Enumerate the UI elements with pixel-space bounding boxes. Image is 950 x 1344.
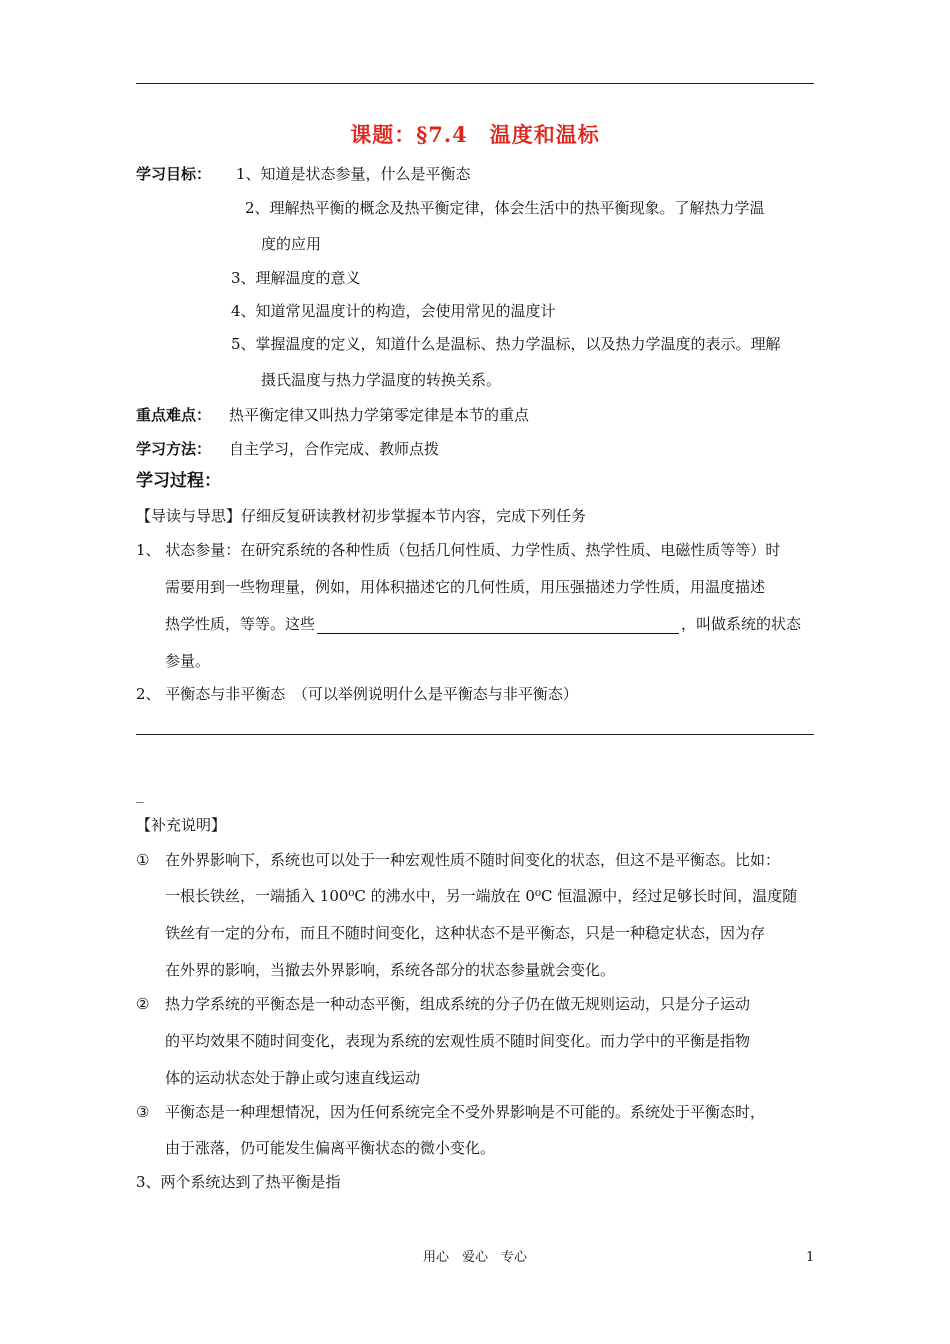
note-3-line1: 平衡态是一种理想情况，因为任何系统完全不受外界影响是不可能的。系统处于平衡态时， [165, 1103, 766, 1121]
q1-line3-start: 热学性质，等等。这些 [165, 615, 316, 633]
objective-4: 4、知道常见温度计的构造，会使用常见的温度计 [231, 302, 556, 320]
note-3-marker: ③ [136, 1103, 150, 1121]
q1-line1: 1、 状态参量：在研究系统的各种性质（包括几何性质、力学性质、热学性质、电磁性质等等）时 [136, 541, 781, 559]
note-1-line3: 铁丝有一定的分布，而且不随时间变化，这种状态不是平衡态，只是一种稳定状态，因为存 [165, 924, 766, 942]
page-title: 课题：§7.4 温度和温标 [350, 122, 600, 147]
q3-text: 3、两个系统达到了热平衡是指 [136, 1173, 341, 1191]
note-3-line2: 由于涨落，仍可能发生偏离平衡状态的微小变化。 [165, 1139, 496, 1157]
key-text: 热平衡定律又叫热力学第零定律是本节的重点 [229, 406, 530, 424]
stray-mark: _ [136, 785, 144, 803]
top-rule [136, 83, 814, 84]
key-label: 重点难点： [136, 406, 212, 424]
q2-text: 2、 平衡态与非平衡态 （可以举例说明什么是平衡态与非平衡态） [136, 685, 578, 703]
objectives-label: 学习目标： [136, 165, 212, 183]
objective-5: 5、掌握温度的定义，知道什么是温标、热力学温标，以及热力学温度的表示。理解 [231, 335, 781, 353]
page-footer: 用心 爱心 专心 [422, 1250, 527, 1265]
note-2-line3: 体的运动状态处于静止或匀速直线运动 [165, 1069, 421, 1087]
q1-line4: 参量。 [165, 652, 211, 670]
answer-blank[interactable] [317, 617, 679, 634]
objective-2: 2、理解热平衡的概念及热平衡定律，体会生活中的热平衡现象。了解热力学温 [245, 199, 765, 217]
objective-1: 1、知道是状态参量，什么是平衡态 [236, 165, 471, 183]
page-number: 1 [806, 1250, 815, 1265]
method-label: 学习方法： [136, 440, 212, 458]
objective-5-cont: 摄氏温度与热力学温度的转换关系。 [261, 371, 502, 389]
note-1-line2: 一根长铁丝，一端插入 100⁰C 的沸水中，另一端放在 0⁰C 恒温源中，经过足够长时间，温度随 [165, 887, 798, 905]
note-1-line4: 在外界的影响，当撤去外界影响，系统各部分的状态参量就会变化。 [165, 961, 616, 979]
method-text: 自主学习，合作完成、教师点拨 [229, 440, 440, 458]
objective-2-cont: 度的应用 [261, 235, 322, 253]
note-1-line1: 在外界影响下，系统也可以处于一种宏观性质不随时间变化的状态，但这不是平衡态。比如： [165, 851, 781, 869]
supplement-header: 【补充说明】 [136, 816, 227, 834]
note-2-line1: 热力学系统的平衡态是一种动态平衡，组成系统的分子仍在做无规则运动，只是分子运动 [165, 995, 751, 1013]
note-1-marker: ① [136, 851, 150, 869]
answer-line [136, 734, 814, 735]
q1-line3 [165, 614, 801, 634]
note-2-marker: ② [136, 995, 150, 1013]
q1-line3-end: ，叫做系统的状态 [681, 615, 802, 633]
q1-line2: 需要用到一些物理量，例如，用体积描述它的几何性质，用压强描述力学性质，用温度描述 [165, 578, 766, 596]
guide-text: 【导读与导思】仔细反复研读教材初步掌握本节内容，完成下列任务 [136, 507, 587, 525]
process-label: 学习过程： [136, 471, 221, 491]
objective-3: 3、理解温度的意义 [231, 269, 361, 287]
note-2-line2: 的平均效果不随时间变化，表现为系统的宏观性质不随时间变化。而力学中的平衡是指物 [165, 1032, 751, 1050]
